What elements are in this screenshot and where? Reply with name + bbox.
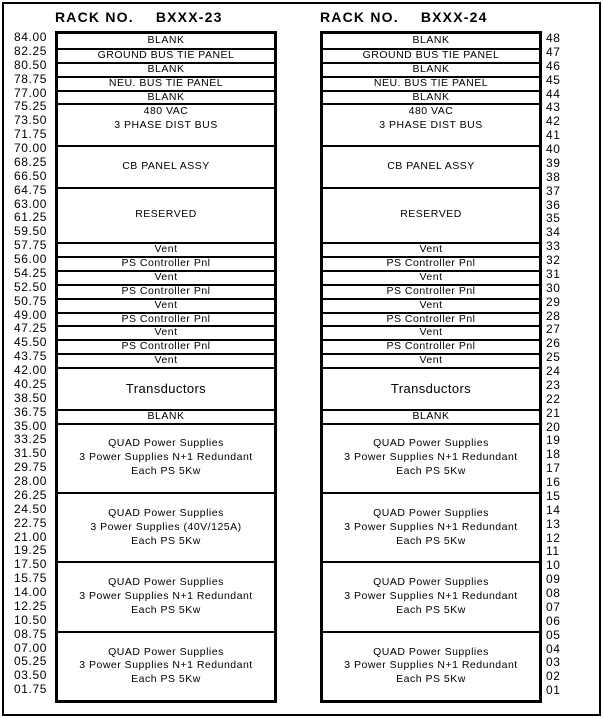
segment-label: PS Controller Pnl (386, 284, 476, 297)
segment-label: PS Controller Pnl (121, 312, 211, 325)
rack-segment (323, 145, 539, 187)
segment-label: PS Controller Pnl (386, 257, 476, 269)
unit-number: 45 (546, 72, 561, 87)
rack-segment (323, 298, 539, 312)
unit-number: 41 (546, 128, 561, 143)
rack-segment (323, 423, 539, 492)
rack-segment (58, 339, 274, 353)
segment-label: NEU. BUS TIE PANEL (108, 76, 224, 89)
segment-label: Each PS 5Kw (131, 673, 201, 686)
height-label: 35.00 (13, 418, 47, 433)
segment-label: 3 PHASE DIST BUS (379, 119, 483, 132)
segment-label: Vent (419, 243, 443, 256)
unit-number: 06 (546, 613, 561, 628)
rack-segment (58, 270, 274, 284)
rack-segment (323, 284, 539, 298)
height-label: 01.75 (13, 682, 47, 697)
segment-label: 480 VAC (143, 105, 189, 118)
height-label: 40.25 (13, 376, 47, 391)
rack-segment (58, 409, 274, 423)
segment-label: Transductors (390, 380, 472, 396)
height-label: 28.00 (13, 474, 47, 488)
height-label: 19.25 (13, 543, 47, 558)
unit-number: 29 (546, 294, 561, 309)
rack-segment (323, 48, 539, 62)
unit-number: 21 (546, 405, 561, 420)
segment-label: CB PANEL ASSY (387, 159, 475, 172)
segment-label: 480 VAC (408, 105, 454, 118)
unit-number: 33 (546, 239, 561, 254)
unit-number-labels (546, 0, 601, 718)
height-label: 03.50 (13, 668, 47, 683)
unit-number: 08 (546, 586, 561, 600)
unit-number: 44 (546, 86, 561, 101)
rack-box-bxxx-23 (55, 31, 277, 703)
height-label: 66.50 (13, 168, 47, 183)
rack-title-label: RACK NO. (320, 9, 399, 25)
segment-label: 3 Power Supplies N+1 Redundant (79, 659, 253, 672)
unit-number: 39 (546, 155, 561, 170)
unit-number: 22 (546, 391, 561, 406)
rack-segment (323, 62, 539, 76)
segment-label: QUAD Power Supplies (108, 576, 224, 589)
segment-label: PS Controller Pnl (121, 284, 211, 297)
height-label: 14.00 (13, 585, 47, 599)
unit-number: 20 (546, 419, 561, 434)
rack-segment (323, 270, 539, 284)
rack-title-number: BXXX-23 (155, 9, 223, 25)
rack-segment (323, 367, 539, 409)
rack-title-bxxx-24 (320, 9, 488, 25)
height-label: 21.00 (13, 529, 47, 544)
rack-segment (58, 492, 274, 561)
rack-segment (58, 312, 274, 326)
unit-number: 35 (546, 211, 561, 226)
segment-label: QUAD Power Supplies (373, 576, 489, 589)
unit-number: 26 (546, 336, 561, 351)
rack-segment (58, 48, 274, 62)
segment-label: 3 Power Supplies N+1 Redundant (344, 659, 518, 672)
rack-segment (323, 631, 539, 700)
segment-label: PS Controller Pnl (121, 257, 211, 269)
height-label: 47.25 (13, 321, 47, 336)
height-label: 54.25 (13, 265, 47, 280)
segment-label: 3 Power Supplies (40V/125A) (90, 520, 242, 533)
rack-segment (323, 256, 539, 270)
unit-number: 31 (546, 266, 561, 281)
rack-segment (58, 90, 274, 104)
segment-label: 3 Power Supplies N+1 Redundant (344, 451, 518, 464)
height-label: 22.75 (13, 515, 47, 530)
unit-number: 30 (546, 280, 561, 295)
segment-label: RESERVED (400, 208, 462, 221)
rack-segment (58, 284, 274, 298)
unit-number: 04 (546, 641, 561, 656)
height-label: 49.00 (13, 307, 47, 322)
segment-label: BLANK (147, 62, 185, 75)
rack-segment (58, 367, 274, 409)
segment-label: Vent (419, 298, 443, 311)
rack-segment (323, 90, 539, 104)
unit-number: 38 (546, 169, 561, 184)
unit-number: 34 (546, 225, 561, 240)
height-label: 80.50 (13, 57, 47, 72)
height-label: 75.25 (13, 99, 47, 114)
unit-number: 23 (546, 377, 561, 392)
unit-number: 32 (546, 253, 561, 267)
unit-number: 47 (546, 44, 561, 59)
segment-label: 3 Power Supplies N+1 Redundant (344, 590, 518, 602)
segment-label: Each PS 5Kw (396, 673, 466, 686)
height-label: 15.75 (13, 571, 47, 586)
height-label: 31.50 (13, 446, 47, 461)
segment-label: PS Controller Pnl (386, 312, 476, 325)
segment-label: Vent (154, 270, 178, 283)
rack-segment (58, 187, 274, 243)
unit-number: 25 (546, 350, 561, 365)
segment-label: 3 Power Supplies N+1 Redundant (79, 451, 253, 464)
segment-label: RESERVED (135, 208, 197, 221)
unit-number: 37 (546, 183, 561, 198)
unit-number: 18 (546, 447, 561, 462)
height-label: 36.75 (13, 404, 47, 419)
segment-label: QUAD Power Supplies (108, 506, 224, 519)
rack-segment (323, 561, 539, 630)
rack-segment (58, 423, 274, 492)
segment-label: BLANK (412, 62, 450, 75)
height-label: 33.25 (13, 432, 47, 447)
unit-number: 12 (546, 530, 561, 545)
segment-label: PS Controller Pnl (121, 340, 211, 353)
rack-segment (58, 145, 274, 187)
segment-label: Vent (419, 326, 443, 339)
height-label: 56.00 (13, 252, 47, 266)
rack-segment (323, 492, 539, 561)
unit-number: 03 (546, 655, 561, 670)
rack-segment (58, 298, 274, 312)
rack-segment (58, 631, 274, 700)
height-label: 84.00 (13, 30, 47, 44)
height-label: 63.00 (13, 196, 47, 211)
unit-number: 07 (546, 599, 561, 614)
rack-title-number: BXXX-24 (420, 9, 488, 25)
height-label: 38.50 (13, 390, 47, 405)
segment-label: 3 PHASE DIST BUS (114, 119, 218, 132)
unit-number: 24 (546, 364, 561, 378)
segment-label: BLANK (147, 409, 185, 422)
height-label: 05.25 (13, 654, 47, 669)
segment-label: Each PS 5Kw (131, 534, 201, 547)
segment-label: GROUND BUS TIE PANEL (362, 48, 500, 61)
height-label: 10.50 (13, 612, 47, 627)
rack-segment (323, 76, 539, 90)
segment-label: Vent (154, 354, 178, 367)
unit-number: 40 (546, 142, 561, 156)
rack-segment (58, 561, 274, 630)
unit-number: 15 (546, 488, 561, 503)
segment-label: BLANK (412, 409, 450, 422)
unit-number: 28 (546, 308, 561, 323)
rack-segment (323, 103, 539, 145)
height-label: 17.50 (13, 557, 47, 572)
rack-segment (323, 34, 539, 48)
rack-segment (58, 62, 274, 76)
height-label: 08.75 (13, 626, 47, 641)
rack-segment (323, 187, 539, 243)
height-label: 43.75 (13, 349, 47, 364)
unit-number: 09 (546, 572, 561, 587)
unit-number: 01 (546, 683, 561, 698)
height-label: 64.75 (13, 182, 47, 197)
segment-label: Vent (154, 298, 178, 311)
unit-number: 13 (546, 516, 561, 531)
height-label: 52.50 (13, 279, 47, 294)
rack-segment (58, 34, 274, 48)
unit-number: 43 (546, 100, 561, 115)
segment-label: Vent (419, 270, 443, 283)
segment-label: 3 Power Supplies N+1 Redundant (344, 520, 518, 533)
rack-segment (323, 312, 539, 326)
unit-number: 48 (546, 31, 561, 45)
rack-segment (58, 242, 274, 256)
segment-label: BLANK (412, 34, 450, 46)
unit-number: 02 (546, 669, 561, 684)
unit-number: 11 (546, 544, 560, 559)
height-label: 70.00 (13, 141, 47, 155)
rack-segment (323, 339, 539, 353)
segment-label: CB PANEL ASSY (122, 159, 210, 172)
height-label: 61.25 (13, 210, 47, 225)
height-label: 68.25 (13, 154, 47, 169)
segment-label: QUAD Power Supplies (373, 506, 489, 519)
segment-label: Each PS 5Kw (131, 465, 201, 478)
unit-number: 19 (546, 433, 561, 448)
height-label: 07.00 (13, 640, 47, 655)
unit-number: 16 (546, 475, 561, 489)
rack-segment (58, 103, 274, 145)
segment-label: Each PS 5Kw (396, 534, 466, 547)
height-label: 57.75 (13, 238, 47, 253)
unit-number: 46 (546, 58, 561, 73)
height-label: 50.75 (13, 293, 47, 308)
height-label: 26.25 (13, 487, 47, 502)
rack-segment (58, 325, 274, 339)
rack-title-bxxx-23 (55, 9, 223, 25)
segment-label: 3 Power Supplies N+1 Redundant (79, 590, 253, 602)
unit-number: 10 (546, 558, 561, 573)
unit-number: 42 (546, 114, 561, 129)
rack-segment (323, 325, 539, 339)
height-label: 78.75 (13, 71, 47, 86)
height-scale-labels (0, 0, 51, 718)
rack-segment (323, 409, 539, 423)
unit-number: 14 (546, 502, 561, 517)
unit-number: 36 (546, 197, 561, 212)
segment-label: Each PS 5Kw (396, 603, 466, 616)
height-label: 59.50 (13, 224, 47, 239)
height-label: 71.75 (13, 127, 47, 142)
rack-segment (323, 353, 539, 367)
height-label: 29.75 (13, 460, 47, 475)
rack-segment (58, 76, 274, 90)
rack-segment (58, 256, 274, 270)
height-label: 45.50 (13, 335, 47, 350)
rack-title-label: RACK NO. (55, 9, 134, 25)
segment-label: QUAD Power Supplies (373, 645, 489, 658)
unit-number: 27 (546, 322, 561, 337)
segment-label: BLANK (147, 34, 185, 46)
height-label: 82.25 (13, 43, 47, 58)
segment-label: Vent (419, 354, 443, 367)
height-label: 12.25 (13, 598, 47, 613)
segment-label: NEU. BUS TIE PANEL (373, 76, 489, 89)
height-label: 24.50 (13, 501, 47, 516)
segment-label: Vent (154, 326, 178, 339)
segment-label: PS Controller Pnl (386, 340, 476, 353)
segment-label: QUAD Power Supplies (108, 645, 224, 658)
segment-label: BLANK (412, 90, 450, 103)
segment-label: BLANK (147, 90, 185, 103)
unit-number: 17 (546, 461, 561, 476)
segment-label: QUAD Power Supplies (373, 437, 489, 450)
segment-label: Each PS 5Kw (131, 603, 201, 616)
height-label: 77.00 (13, 85, 47, 100)
unit-number: 05 (546, 627, 561, 642)
height-label: 73.50 (13, 113, 47, 128)
segment-label: QUAD Power Supplies (108, 437, 224, 450)
segment-label: Each PS 5Kw (396, 465, 466, 478)
rack-segment (323, 242, 539, 256)
segment-label: Transductors (125, 380, 207, 396)
rack-segment (58, 353, 274, 367)
segment-label: GROUND BUS TIE PANEL (97, 48, 235, 61)
height-label: 42.00 (13, 363, 47, 377)
segment-label: Vent (154, 243, 178, 256)
rack-box-bxxx-24 (320, 31, 542, 703)
